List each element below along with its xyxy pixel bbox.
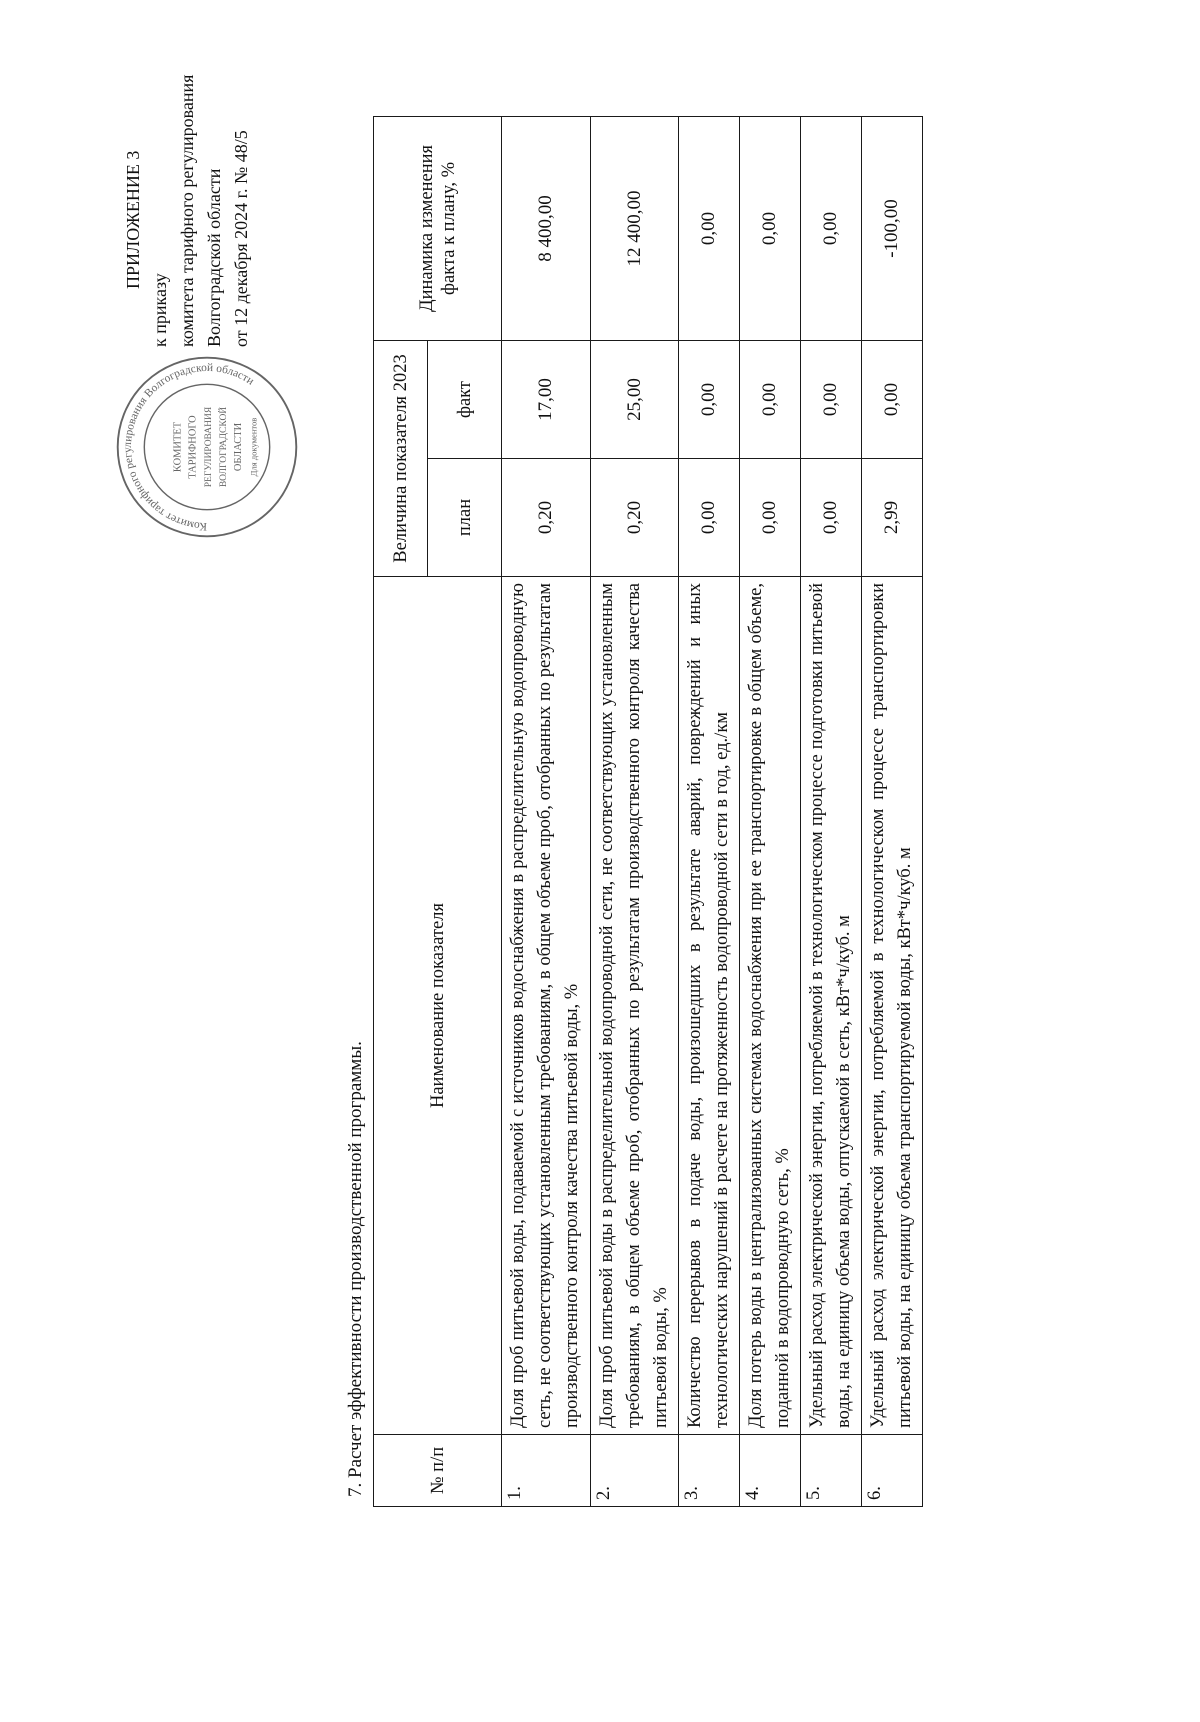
header-name: Наименование показателя — [374, 577, 502, 1435]
header-num: № п/п — [374, 1435, 502, 1507]
appendix-order-ref: к приказу — [150, 273, 170, 347]
appendix-date-number: от 12 декабря 2024 г. № 48/5 — [231, 130, 251, 347]
table-row — [502, 117, 591, 1507]
stamp-line-2: ТАРИФНОГО — [187, 415, 199, 479]
table-row — [740, 117, 801, 1507]
row-num: 2. — [591, 1435, 679, 1507]
appendix-header — [120, 75, 255, 347]
row-dynamics: 0,00 — [679, 117, 740, 341]
row-name: Доля проб питьевой воды в распределительной водопроводной сети, не соответствующих установленным требованиям, в общем объеме проб, отобранных по результатам производственного контроля качества питьевой воды, % — [591, 577, 679, 1435]
row-plan: 0,00 — [679, 459, 740, 577]
stamp-bottom-text: Для документов — [248, 417, 259, 477]
efficiency-table — [373, 116, 923, 1507]
row-dynamics: 12 400,00 — [591, 117, 679, 341]
row-fact: 0,00 — [862, 341, 923, 459]
row-fact: 0,00 — [679, 341, 740, 459]
official-seal-stamp — [112, 352, 302, 542]
stamp-line-1: КОМИТЕТ — [172, 421, 184, 473]
row-dynamics: 8 400,00 — [502, 117, 591, 341]
table-row — [862, 117, 923, 1507]
row-num: 5. — [801, 1435, 862, 1507]
row-dynamics: -100,00 — [862, 117, 923, 341]
row-fact: 0,00 — [801, 341, 862, 459]
stamp-line-5: ОБЛАСТИ — [233, 422, 245, 472]
header-dynamics: Динамика изменения факта к плану, % — [374, 117, 502, 341]
table-row — [801, 117, 862, 1507]
row-dynamics: 0,00 — [740, 117, 801, 341]
row-plan: 0,00 — [740, 459, 801, 577]
row-num: 1. — [502, 1435, 591, 1507]
stamp-line-3: РЕГУЛИРОВАНИЯ — [203, 406, 214, 488]
row-plan: 0,00 — [801, 459, 862, 577]
row-num: 4. — [740, 1435, 801, 1507]
row-name: Доля потерь воды в централизованных системах водоснабжения при ее транспортировке в общем объеме, поданной в водопроводную сеть, % — [740, 577, 801, 1435]
appendix-region: Волгоградской области — [204, 168, 224, 347]
table-row — [679, 117, 740, 1507]
row-name: Удельный расход электрической энергии, потребляемой в технологическом процессе транспортировки питьевой воды, на единицу объема транспортируемой воды, кВт*ч/куб. м — [862, 577, 923, 1435]
row-name: Доля проб питьевой воды, подаваемой с источников водоснабжения в распределительную водопроводную сеть, не соответствующих установленным требованиям, в общем объеме проб, отобранных по результатам производственного контроля качества питьевой воды, % — [502, 577, 591, 1435]
row-plan: 0,20 — [502, 459, 591, 577]
stamp-line-4: ВОЛГОГРАДСКОЙ — [219, 406, 229, 488]
header-fact: факт — [428, 341, 502, 459]
stamp-ring-text: Комитет тарифного регулирования Волгоградской области — [121, 361, 257, 533]
row-num: 6. — [862, 1435, 923, 1507]
row-plan: 0,20 — [591, 459, 679, 577]
header-plan: план — [428, 459, 502, 577]
header-value-2023: Величина показателя 2023 — [374, 341, 428, 577]
table-row — [591, 117, 679, 1507]
row-num: 3. — [679, 1435, 740, 1507]
row-name: Удельный расход электрической энергии, потребляемой в технологическом процессе подготовки питьевой воды, на единицу объема воды, отпускаемой в сеть, кВт*ч/куб. м — [801, 577, 862, 1435]
appendix-committee: комитета тарифного регулирования — [177, 74, 197, 347]
row-fact: 17,00 — [502, 341, 591, 459]
row-plan: 2,99 — [862, 459, 923, 577]
row-fact: 0,00 — [740, 341, 801, 459]
appendix-title: ПРИЛОЖЕНИЕ 3 — [123, 150, 143, 289]
row-fact: 25,00 — [591, 341, 679, 459]
section-title: 7. Расчет эффективности производственной программы. — [345, 1041, 366, 1497]
row-name: Количество перерывов в подаче воды, произошедших в результате аварий, повреждений и иных технологических нарушений в расчете на протяженность водопроводной сети в год, ед./км — [679, 577, 740, 1435]
row-dynamics: 0,00 — [801, 117, 862, 341]
